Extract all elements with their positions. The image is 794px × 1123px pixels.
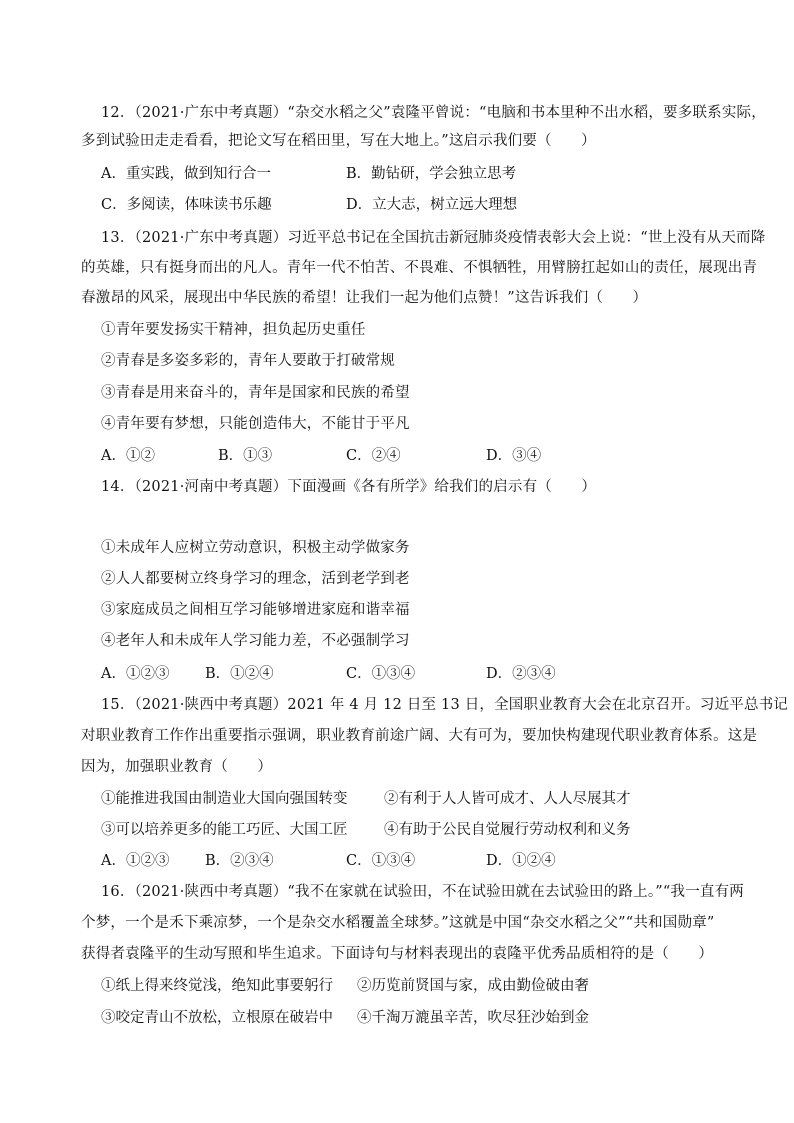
question-text-line: 的英雄，只有挺身而出的凡人。青年一代不怕苦、不畏难、不惧牺牲，用臂膀扛起如山的责任，展现出青 <box>81 260 758 276</box>
question-text-line: 获得者袁隆平的生动写照和毕生追求。下面诗句与材料表现出的袁隆平优秀品质相符的是（ ） <box>81 946 714 962</box>
statement-item: ④青年要有梦想，只能创造伟大，不能甘于平凡 <box>101 416 410 432</box>
question-text-line: 因为，加强职业教育（ ） <box>81 759 273 775</box>
question-text-line: 12．（2021·广东中考真题）“杂交水稻之父”袁隆平曾说：“电脑和书本里种不出水稻，要多联系实际， <box>101 105 766 121</box>
option-a: A．①②③ <box>101 666 170 682</box>
statement-item: ①青年要发扬实干精神，担负起历史重任 <box>101 322 366 338</box>
statement-item: ①未成年人应树立劳动意识，积极主动学做家务 <box>101 540 410 556</box>
option-c: C．①③④ <box>346 853 416 869</box>
statement-item: ③家庭成员之间相互学习能够增进家庭和谐幸福 <box>101 602 410 618</box>
statement-item: ②有利于人人皆可成才、人人尽展其才 <box>384 791 631 807</box>
option-d: D．②③④ <box>486 666 556 682</box>
statement-item: ③青春是用来奋斗的，青年是国家和民族的希望 <box>101 385 410 401</box>
option-a: A．①② <box>101 448 155 464</box>
option-c: C．多阅读，体味读书乐趣 <box>101 197 272 213</box>
option-d: D．③④ <box>486 448 542 464</box>
option-a: A．重实践，做到知行合一 <box>101 166 271 182</box>
option-a: A．①②③ <box>101 853 170 869</box>
option-d: D．立大志，树立远大理想 <box>346 197 518 213</box>
option-d: D．①②④ <box>486 853 556 869</box>
question-text-line: 对职业教育工作作出重要指示强调，职业教育前途广阔、大有可为，要加快构建现代职业教育体系。这是 <box>81 728 758 744</box>
statement-item: ①纸上得来终觉浅，绝知此事要躬行 <box>101 978 333 994</box>
option-c: C．①③④ <box>346 666 416 682</box>
question-text-line: 个梦，一个是禾下乘凉梦，一个是杂交水稻覆盖全球梦。”这就是中国“杂交水稻之父”“共和国勋章” <box>81 915 715 931</box>
option-b: B．①③ <box>218 448 273 464</box>
statement-item: ④老年人和未成年人学习能力差，不必强制学习 <box>101 633 410 649</box>
option-b: B．勤钻研，学会独立思考 <box>346 166 517 182</box>
statement-item: ④有助于公民自觉履行劳动权利和义务 <box>384 822 631 838</box>
statement-item: ④千淘万漉虽辛苦，吹尽狂沙始到金 <box>357 1010 589 1026</box>
option-b: B．②③④ <box>205 853 274 869</box>
question-text-line: 多到试验田走走看看，把论文写在稻田里，写在大地上。”这启示我们要（ ） <box>81 133 596 149</box>
question-text-line: 14．（2021·河南中考真题）下面漫画《各有所学》给我们的启示有（ ） <box>101 479 597 495</box>
option-c: C．②④ <box>346 448 401 464</box>
statement-item: ①能推进我国由制造业大国向强国转变 <box>101 791 348 807</box>
statement-item: ②青春是多姿多彩的，青年人要敢于打破常规 <box>101 353 395 369</box>
statement-item: ②历览前贤国与家，成由勤俭破由奢 <box>357 978 589 994</box>
statement-item: ②人人都要树立终身学习的理念，活到老学到老 <box>101 571 410 587</box>
statement-item: ③咬定青山不放松，立根原在破岩中 <box>101 1010 333 1026</box>
question-text-line: 13．（2021·广东中考真题）习近平总书记在全国抗击新冠肺炎疫情表彰大会上说：“世上没有从天而降 <box>101 230 766 246</box>
question-text-line: 15．（2021·陕西中考真题）2021 年 4 月 12 日至 13 日，全国职业教育大会在北京召开。习近平总书记 <box>101 697 789 713</box>
question-text-line: 16．（2021·陕西中考真题）“我不在家就在试验田，不在试验田就在去试验田的路上。”“我一直有两 <box>101 884 744 900</box>
statement-item: ③可以培养更多的能工巧匠、大国工匠 <box>101 822 348 838</box>
option-b: B．①②④ <box>205 666 274 682</box>
question-text-line: 春激昂的风采，展现出中华民族的希望！让我们一起为他们点赞！”这告诉我们（ ） <box>81 290 648 306</box>
